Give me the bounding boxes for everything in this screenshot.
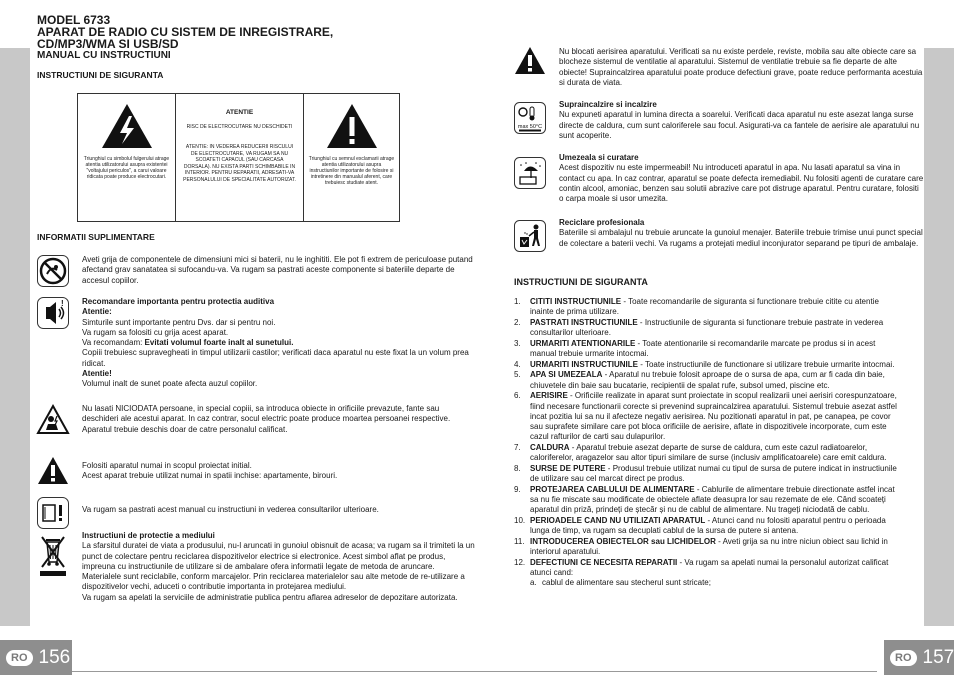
- list-item-heading: PROTEJAREA CABLULUI DE ALIMENTARE: [530, 484, 695, 494]
- sub-item-text: cablul de alimentare sau stecherul sunt stricate;: [542, 577, 711, 587]
- warning-box: [77, 93, 400, 222]
- product-title-line1: APARAT DE RADIO CU SISTEM DE INREGISTRARE,: [37, 25, 334, 39]
- list-item-text: - Toate instructiunile de functionare si utilizare trebuie urmarite intocmai.: [638, 359, 895, 369]
- safety-heading-right: INSTRUCTIUNI DE SIGURANTA: [514, 277, 648, 287]
- left-page-gutter: [0, 48, 30, 626]
- safety-heading: INSTRUCTIUNI DE SIGURANTA: [37, 70, 164, 80]
- hearing-attention-label: Atentie:: [82, 307, 112, 317]
- no-swallow-icon: [37, 255, 69, 287]
- environment-title: Instructiuni de protectie a mediului: [82, 531, 215, 540]
- usage-line1: Folositi aparatul numai in scopul proiectat initial.: [82, 461, 252, 470]
- exclamation-triangle-icon: [37, 455, 69, 487]
- list-item-number: 5.: [514, 370, 521, 380]
- list-item-number: 4.: [514, 359, 521, 369]
- list-item-number: 3.: [514, 338, 521, 348]
- safety-list-item: [514, 485, 899, 516]
- sub-item-letter: a.: [530, 577, 537, 587]
- hearing-line2: Va rugam sa folositi cu grija acest aparat.: [82, 327, 229, 337]
- list-item-text: - Toate recomandarile de siguranta si functionare trebuie citite cu atentie inainte de prima utilizare.: [530, 297, 879, 317]
- list-item-heading: CALDURA: [530, 442, 570, 452]
- safety-list-item: [514, 318, 899, 338]
- attention-subtitle: RISC DE ELECTROCUTARE NU DESCHIDETI: [186, 124, 293, 130]
- hearing-attention2-label: Atentie!: [82, 369, 112, 379]
- list-item-heading: URMARITI ATENTIONARILE: [530, 338, 636, 348]
- manual-book-icon: [37, 497, 69, 529]
- environment-text-block: [82, 531, 477, 603]
- small-parts-text: Aveti grija de componentele de dimensiuni mici si baterii, nu le inghititi. Ele pot fi extrem de periculoase putand afectand grav sanatatea si sufocandu-va. Va rugam sa pastrati aceste componente si bateriile departe de accesul copiilor.: [82, 255, 473, 285]
- list-item-number: 8.: [514, 463, 521, 473]
- page-number: 156.: [38, 646, 76, 668]
- list-item-text: - Aparatul nu trebuie folosit aproape de o sursa de apa, cum ar fi cada din baie, chiuvetele din baie sau bucatarie, recipientii de spalat rufe, subsol umed, piscine etc.: [530, 370, 885, 390]
- list-sub-item: [530, 578, 899, 588]
- list-item-heading: PERIOADELE CAND NU UTILIZATI APARATUL: [530, 515, 706, 525]
- safety-list-item: [514, 370, 899, 390]
- safety-list-item: [514, 297, 899, 317]
- thermometer-icon: [514, 102, 546, 134]
- language-badge: RO: [6, 650, 33, 666]
- child-shock-warning-icon: [37, 404, 69, 436]
- model-title: MODEL 6733: [37, 13, 111, 27]
- safety-list-item: [514, 360, 899, 370]
- list-item-heading: URMARITI INSTRUCTIUNILE: [530, 359, 638, 369]
- list-item-text: - Toate atentionarile si recomandarile marcate pe produs si in acest manual trebuie urmarite intocmai.: [530, 338, 876, 359]
- overheating-body: Nu expuneti aparatul in lumina directa a soarelui. Verificati daca aparatul nu este asezat langa surse directe de caldura, cum sunt caloriferele sau focul. Asigurati-va ca fantele de aerisire ale aparatului nu sunt acoperite.: [559, 110, 920, 140]
- list-item-number: 7.: [514, 442, 521, 452]
- product-title-line2: CD/MP3/WMA SI USB/SD: [37, 37, 179, 51]
- additional-info-heading: INFORMATII SUPLIMENTARE: [37, 232, 155, 242]
- hearing-line4: Volumul inalt de sunet poate afecta auzul copiilor.: [82, 379, 258, 389]
- hearing-protection-icon: [37, 297, 69, 329]
- attention-title: ATENTIE: [225, 109, 254, 116]
- thermo-label: max 50°C: [517, 124, 543, 130]
- hearing-title: Recomandare importanta pentru protectia auditiva: [82, 297, 275, 306]
- attention-body: ATENTIE: IN VEDEREA REDUCERII RISCULUI DE ELECTROCUTARE, VA RUGAM SA NU SCOATETI CAPACUL (SAU CARCASA DORSALA). NU EXISTA PARTI SCHIMBABILE IN INTERIOR. PENTRU REPARATII, ADRESATI-VA PERSONALULUI DE SPECIALITATE AUTORIZAT.: [183, 144, 296, 183]
- objects-text: Nu lasati NICIODATA persoane, in special copiii, sa introduca obiecte in orificiile prevazute, fante sau deschideri ale acestui aparat. In caz contrar, socul electric poate produce moartea persoanei respective. Aparatul trebuie deschis doar de catre personalul calificat.: [82, 404, 451, 434]
- lightning-triangle-icon: [100, 102, 154, 150]
- list-item-heading: APA SI UMEZEALA: [530, 370, 603, 380]
- manual-subtitle: MANUAL CU INSTRUCTIUNI: [37, 50, 171, 61]
- safety-list-item: [514, 339, 899, 359]
- list-item-text: - Orificiile realizate in aparat sunt proiectate in scopul realizarii unei aerisiri corespunzatoare, fiind necesare functionarii corecte si prevenind supraincalzirea aparatului. Sistemul trebuie asezat astfel incat pozitia lui sa nu il afecteze negativ aerisirea. Nu pozitionati aparatul in pat, pe canapea, pe covor sau suprafete similare care pot bloca orificiile de aerisire, aflate in dispozitivele incorporate, cum este cazul rafturilor de carti sau dulapurilor.: [530, 391, 897, 442]
- list-item-number: 12.: [514, 557, 526, 567]
- ventilation-text: Nu blocati aerisirea aparatului. Verificati sa nu existe perdele, reviste, mobila sau alte obiecte care sa blocheze sistemul de ventilatie al aparatului. Sistemul de ventilatie trebuie sa fie departe de alte obiecte! Supraincalzirea aparatului poate produce defectiuni grave, poate reduce performanta acestuia si durata de viata.: [559, 47, 923, 87]
- overheating-title: Supraincalzire si incalzire: [559, 100, 657, 109]
- list-item-number: 2.: [514, 317, 521, 327]
- lightning-warning-cell: [78, 94, 176, 221]
- usage-text-block: [82, 461, 477, 482]
- right-page-gutter: [924, 48, 954, 626]
- list-item-heading: DEFECTIUNI CE NECESITA REPARATII: [530, 557, 678, 567]
- left-page-tab: [0, 640, 76, 675]
- attention-cell: [176, 94, 304, 221]
- list-item-heading: AERISIRE: [530, 391, 568, 401]
- hearing-recommend-prefix: Va recomandam:: [82, 338, 145, 348]
- exclamation-triangle-icon: [514, 45, 546, 77]
- page-number: 157.: [922, 646, 959, 668]
- right-page-tab: [884, 640, 959, 675]
- exclamation-triangle-icon: [325, 102, 379, 150]
- bottom-rule: [72, 671, 877, 672]
- safety-list-item: [514, 537, 899, 557]
- list-item-number: 1.: [514, 297, 521, 306]
- moisture-body: Acest dispozitiv nu este impermeabil! Nu introduceti aparatul in apa. Nu lasati aparatul sa vina in contact cu apa. In caz contrar, aparatul se poate defecta iremediabil. Nu folositi agenti de curatare care contin alcool, amoniac, benzen sau solutii abrazive care pot distruge aparatul. Pentru curatare, folositi o carpa moale si usor umezita.: [559, 163, 924, 204]
- language-badge: RO: [890, 650, 917, 666]
- list-item-heading: SURSE DE PUTERE: [530, 463, 606, 473]
- list-item-number: 9.: [514, 484, 521, 494]
- recycling-text-block: [559, 218, 924, 249]
- list-item-heading: CITITI INSTRUCTIUNILE: [530, 297, 622, 306]
- usage-line2: Acest aparat trebuie utilizat numai in spatii inchise: apartamente, birouri.: [82, 471, 338, 481]
- overheating-text-block: [559, 100, 924, 141]
- list-item-number: 11.: [514, 536, 525, 546]
- environment-body2: Materialele sunt reciclabile, conform marcajelor. Prin reciclarea materialelor sau alte metode de re-utilizare a dispozitivelor vechi, aduceti o contributie importanta in protejarea mediului.: [82, 572, 465, 592]
- document-title: [37, 14, 497, 61]
- exclamation-caption: Triunghiul cu semnul exclamarii atrage atentia utilizatorului asupra instructiunilor importante de folosire si intretinere din manualul aferent, care trebuiesc studiate atent.: [308, 156, 395, 186]
- list-item-text: - Produsul trebuie utilizat numai cu tipul de sursa de putere indicat in instructiunile de utilizare sau cel marcat direct pe produs.: [530, 463, 897, 483]
- hearing-line3: Copiii trebuiesc supravegheati in timpul utilizarii castilor; verificati daca aparatul nu este fixat la un volum prea ridicat.: [82, 348, 469, 368]
- moisture-title: Umezeala si curatare: [559, 153, 639, 162]
- safety-list-item: [514, 516, 899, 536]
- list-item-heading: INTRODUCEREA OBIECTELOR sau LICHIDELOR: [530, 536, 716, 546]
- exclamation-warning-cell: [304, 94, 399, 221]
- recycling-title: Reciclare profesionala: [559, 218, 645, 227]
- list-item-text: - Instructiunile de siguranta si functionare trebuie pastrate in vederea consultarilor ulterioare.: [530, 317, 884, 338]
- hearing-line1: Simturile sunt importante pentru Dvs. dar si pentru noi.: [82, 317, 276, 327]
- lightning-caption: Triunghiul cu simbolul fulgerului atrage atentia utilizatorului asupra existentei "voltajului periculos", a carui valoare ridicata poate produce electrocutari.: [83, 156, 170, 180]
- svg-text:!: !: [61, 299, 64, 308]
- list-item-text: - Cablurile de alimentare trebuie directionate astfel incat sa nu fie miscate sau modificate de obiectele aflate deasupra lor sau rezemate de ele. Când scoateți aparatul din priză, prindeți de ștecăr și nu de cablul de alimentare. Nu trageți niciodată de cablu.: [530, 484, 895, 515]
- safety-list-item: [514, 443, 899, 463]
- hearing-text-block: [82, 297, 477, 390]
- safety-instructions-list: [514, 297, 899, 589]
- list-item-text: - Atunci cand nu folositi aparatul pentru o perioada lunga de timp, va rugam sa decuplati cablul de la sursa de putere si antena.: [530, 515, 886, 535]
- list-item-number: 10.: [514, 515, 526, 525]
- list-item-text: - Aparatul trebuie asezat departe de surse de caldura, cum este cazul radiatoarelor, caloriferelor, aragazelor sau altor tipuri similare de surse (inclusiv amplificatoarele) care emit caldura.: [530, 442, 887, 463]
- list-item-heading: PASTRATI INSTRUCTIUNILE: [530, 317, 638, 327]
- safety-list-item: [514, 391, 899, 442]
- recycling-bin-icon: [514, 220, 546, 252]
- safety-list-item: [514, 464, 899, 484]
- environment-body3: Va rugam sa apelati la serviciile de administratie publica pentru aflarea adreselor de depozitare autorizata.: [82, 592, 458, 602]
- list-item-text: - Aveti grija sa nu intre niciun obiect sau lichid in interiorul aparatului.: [530, 536, 888, 556]
- safety-list-item: [514, 558, 899, 589]
- list-item-text: - Va rugam sa apelati numai la personalul autorizat calificat atunci cand:: [530, 557, 889, 577]
- manual-keep-text: Va rugam sa pastrati acest manual cu instructiuni in vederea consultarilor ulterioare.: [82, 505, 379, 514]
- environment-body1: La sfarsitul duratei de viata a produsului, nu-l aruncati in gunoiul obisnuit de acasa; va rugam sa il trimiteti la un punct de colectare pentru reciclarea dispozitivelor electrice si electronice. Acest simbol aflat pe produs, impreuna cu instructiunile de utilizare si de ambalare ofera informatii legate de metoda de aruncare.: [82, 541, 475, 571]
- hearing-recommend-bold: Evitati volumul foarte inalt al sunetului.: [144, 338, 294, 348]
- list-item-number: 6.: [514, 391, 521, 401]
- moisture-icon: [514, 157, 546, 189]
- weee-bin-icon: [37, 533, 69, 579]
- recycling-body: Bateriile si ambalajul nu trebuie aruncate la gunoiul menajer. Bateriile trebuie trimise unui punct special de colectare a baterii vechi. Va rugams a protejati mediul inconjurator separand pe tipuri de ambalaje.: [559, 228, 923, 248]
- moisture-text-block: [559, 153, 924, 204]
